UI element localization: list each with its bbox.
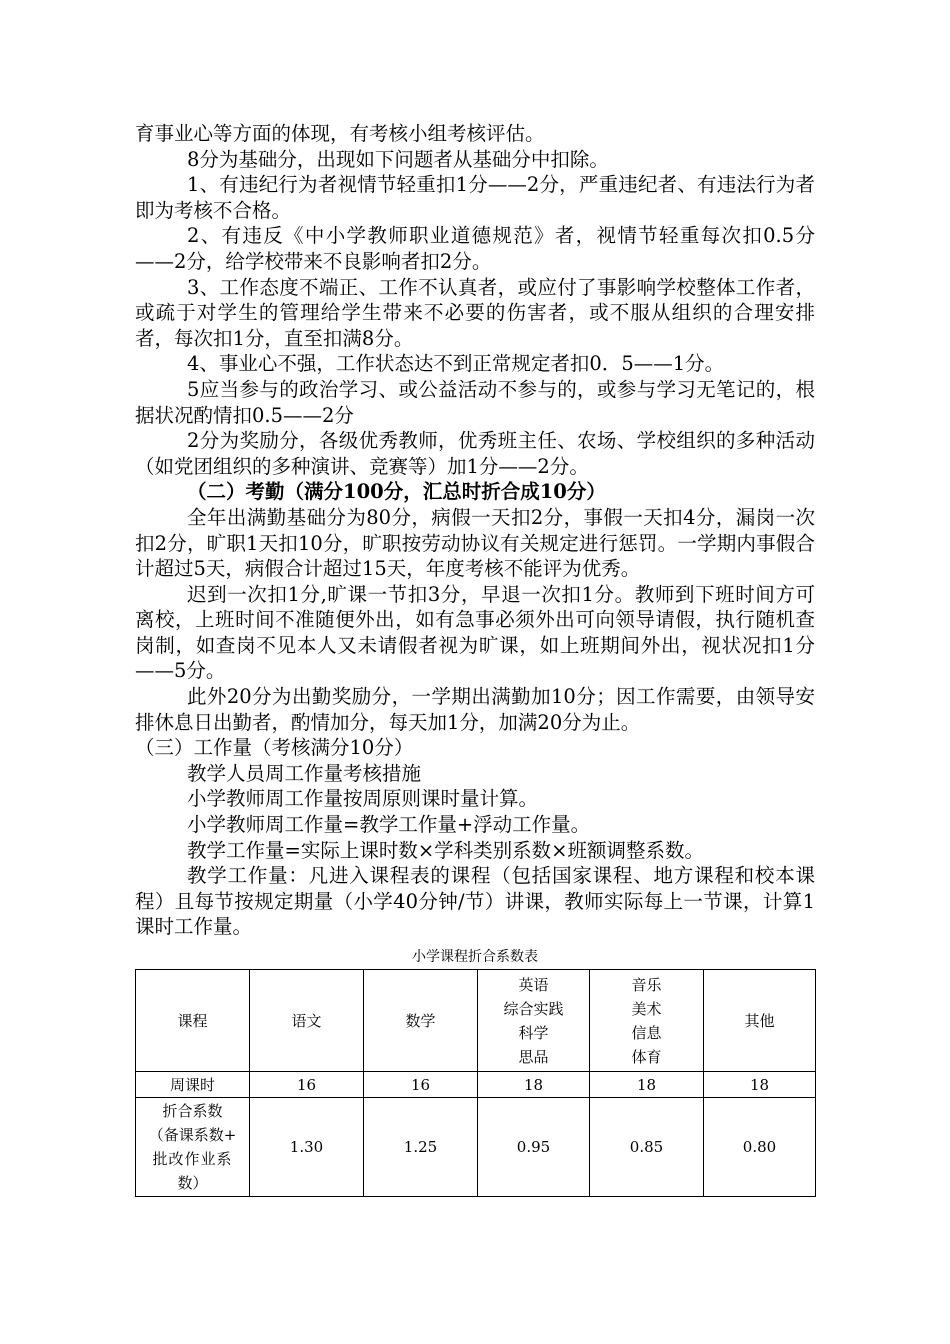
row-label-weekly-hours: 周课时 — [136, 1072, 250, 1098]
paragraph-15: 小学教师周工作量按周原则课时量计算。 — [187, 787, 539, 811]
header-cell-line: 体育 — [631, 1047, 662, 1066]
paragraph-12: 此外20分为出勤奖励分，一学期出满勤加10分；因工作需要，由领导安排休息日出勤者，酌情加分，每天加1分，加满20分为止。 — [135, 685, 815, 734]
table-cell: 16 — [250, 1072, 364, 1098]
header-cell-line: 综合实践 — [503, 999, 564, 1018]
paragraph-18: 教学工作量：凡进入课程表的课程（包括国家课程、地方课程和校本课程）且每节按规定期量（小学40分钟/节）讲课，教师实际每上一节课，计算1课时工作量。 — [135, 864, 815, 939]
paragraph-10: 全年出满勤基础分为80分，病假一天扣2分，事假一天扣4分，漏岗一次扣2分，旷职1天扣10分，旷职按劳动协议有关规定进行惩罚。一学期内事假合计超过5天，病假合计超过15天，年度考核不能评为优秀。 — [135, 505, 815, 581]
paragraph-11: 迟到一次扣1分,旷课一节扣3分，早退一次扣1分。教师到下班时间方可离校，上班时间不准随便外出，如有急事必须外出可向领导请假，执行随机查岗制，如查岗不见本人又未请假者视为旷课，如上班期间外出，视状况扣1分——5分。 — [135, 582, 815, 683]
paragraph-3: 1、有违纪行为者视情节轻重扣1分——2分，严重违纪者、有违法行为者即为考核不合格。 — [135, 173, 815, 222]
paragraph-2: 8分为基础分，出现如下问题者从基础分中扣除。 — [187, 147, 609, 171]
section-heading-workload: （三）工作量（考核满分10分） — [135, 736, 414, 760]
row-label-line: 折合系数 — [162, 1102, 223, 1120]
table-cell: 18 — [704, 1072, 816, 1098]
table-header-row — [136, 970, 816, 1072]
header-course: 课程 — [136, 970, 250, 1072]
row-label-line: （备课系数+ — [148, 1126, 237, 1144]
table-cell: 18 — [478, 1072, 590, 1098]
paragraph-4: 2、有违反《中小学教师职业道德规范》者，视情节轻重每次扣0.5分——2分，给学校带来不良影响者扣2分。 — [135, 224, 815, 273]
paragraph-5: 3、工作态度不端正、工作不认真者，或应付了事影响学校整体工作者，或疏于对学生的管理给学生带来不必要的伤害者，或不服从组织的合理安排者，每次扣1分，直至扣满8分。 — [135, 275, 815, 350]
header-cell-line: 音乐 — [631, 975, 662, 994]
paragraph-6: 4、事业心不强，工作状态达不到正常规定者扣0．5——1分。 — [187, 352, 725, 376]
paragraph-17: 教学工作量=实际上课时数×学科类别系数×班额调整系数。 — [187, 838, 705, 862]
section-heading-attendance: （二）考勤（满分100分，汇总时折合成10分） — [187, 480, 606, 504]
table-cell: 0.80 — [704, 1098, 816, 1197]
header-cell-line: 英语 — [518, 975, 549, 994]
header-cell-line: 思品 — [518, 1047, 549, 1066]
header-math: 数学 — [364, 970, 478, 1072]
table-cell: 1.30 — [250, 1098, 364, 1197]
paragraph-14: 教学人员周工作量考核措施 — [187, 761, 422, 785]
table-cell: 1.25 — [364, 1098, 478, 1197]
paragraph-1: 育事业心等方面的体现，有考核小组考核评估。 — [135, 122, 545, 145]
header-cell-line: 科学 — [518, 1023, 549, 1042]
header-cell-line: 美术 — [631, 999, 662, 1018]
row-label-coefficient — [136, 1098, 250, 1197]
header-other: 其他 — [704, 970, 816, 1072]
paragraph-16: 小学教师周工作量=教学工作量+浮动工作量。 — [187, 813, 591, 837]
table-row-coefficients — [136, 1098, 816, 1197]
table-cell: 16 — [364, 1072, 478, 1098]
paragraph-7: 5应当参与的政治学习、或公益活动不参与的，或参与学习无笔记的，根据状况酌情扣0.5——2分 — [135, 377, 815, 427]
table-row-weekly-hours — [136, 1072, 816, 1098]
table-cell: 18 — [590, 1072, 704, 1098]
header-cell-line: 信息 — [631, 1023, 662, 1042]
table-cell: 0.95 — [478, 1098, 590, 1197]
body-text — [135, 121, 815, 940]
coefficient-table — [135, 969, 816, 1197]
header-music-group — [590, 970, 704, 1072]
header-english-group — [478, 970, 590, 1072]
row-label-line: 数） — [177, 1174, 208, 1192]
paragraph-8: 2分为奖励分，各级优秀教师，优秀班主任、农场、学校组织的多种活动（如党团组织的多种演讲、竞赛等）加1分——2分。 — [135, 429, 815, 478]
table-cell: 0.85 — [590, 1098, 704, 1197]
table-caption: 小学课程折合系数表 — [412, 949, 538, 965]
header-chinese: 语文 — [250, 970, 364, 1072]
row-label-line: 批改作业系 — [152, 1150, 233, 1168]
